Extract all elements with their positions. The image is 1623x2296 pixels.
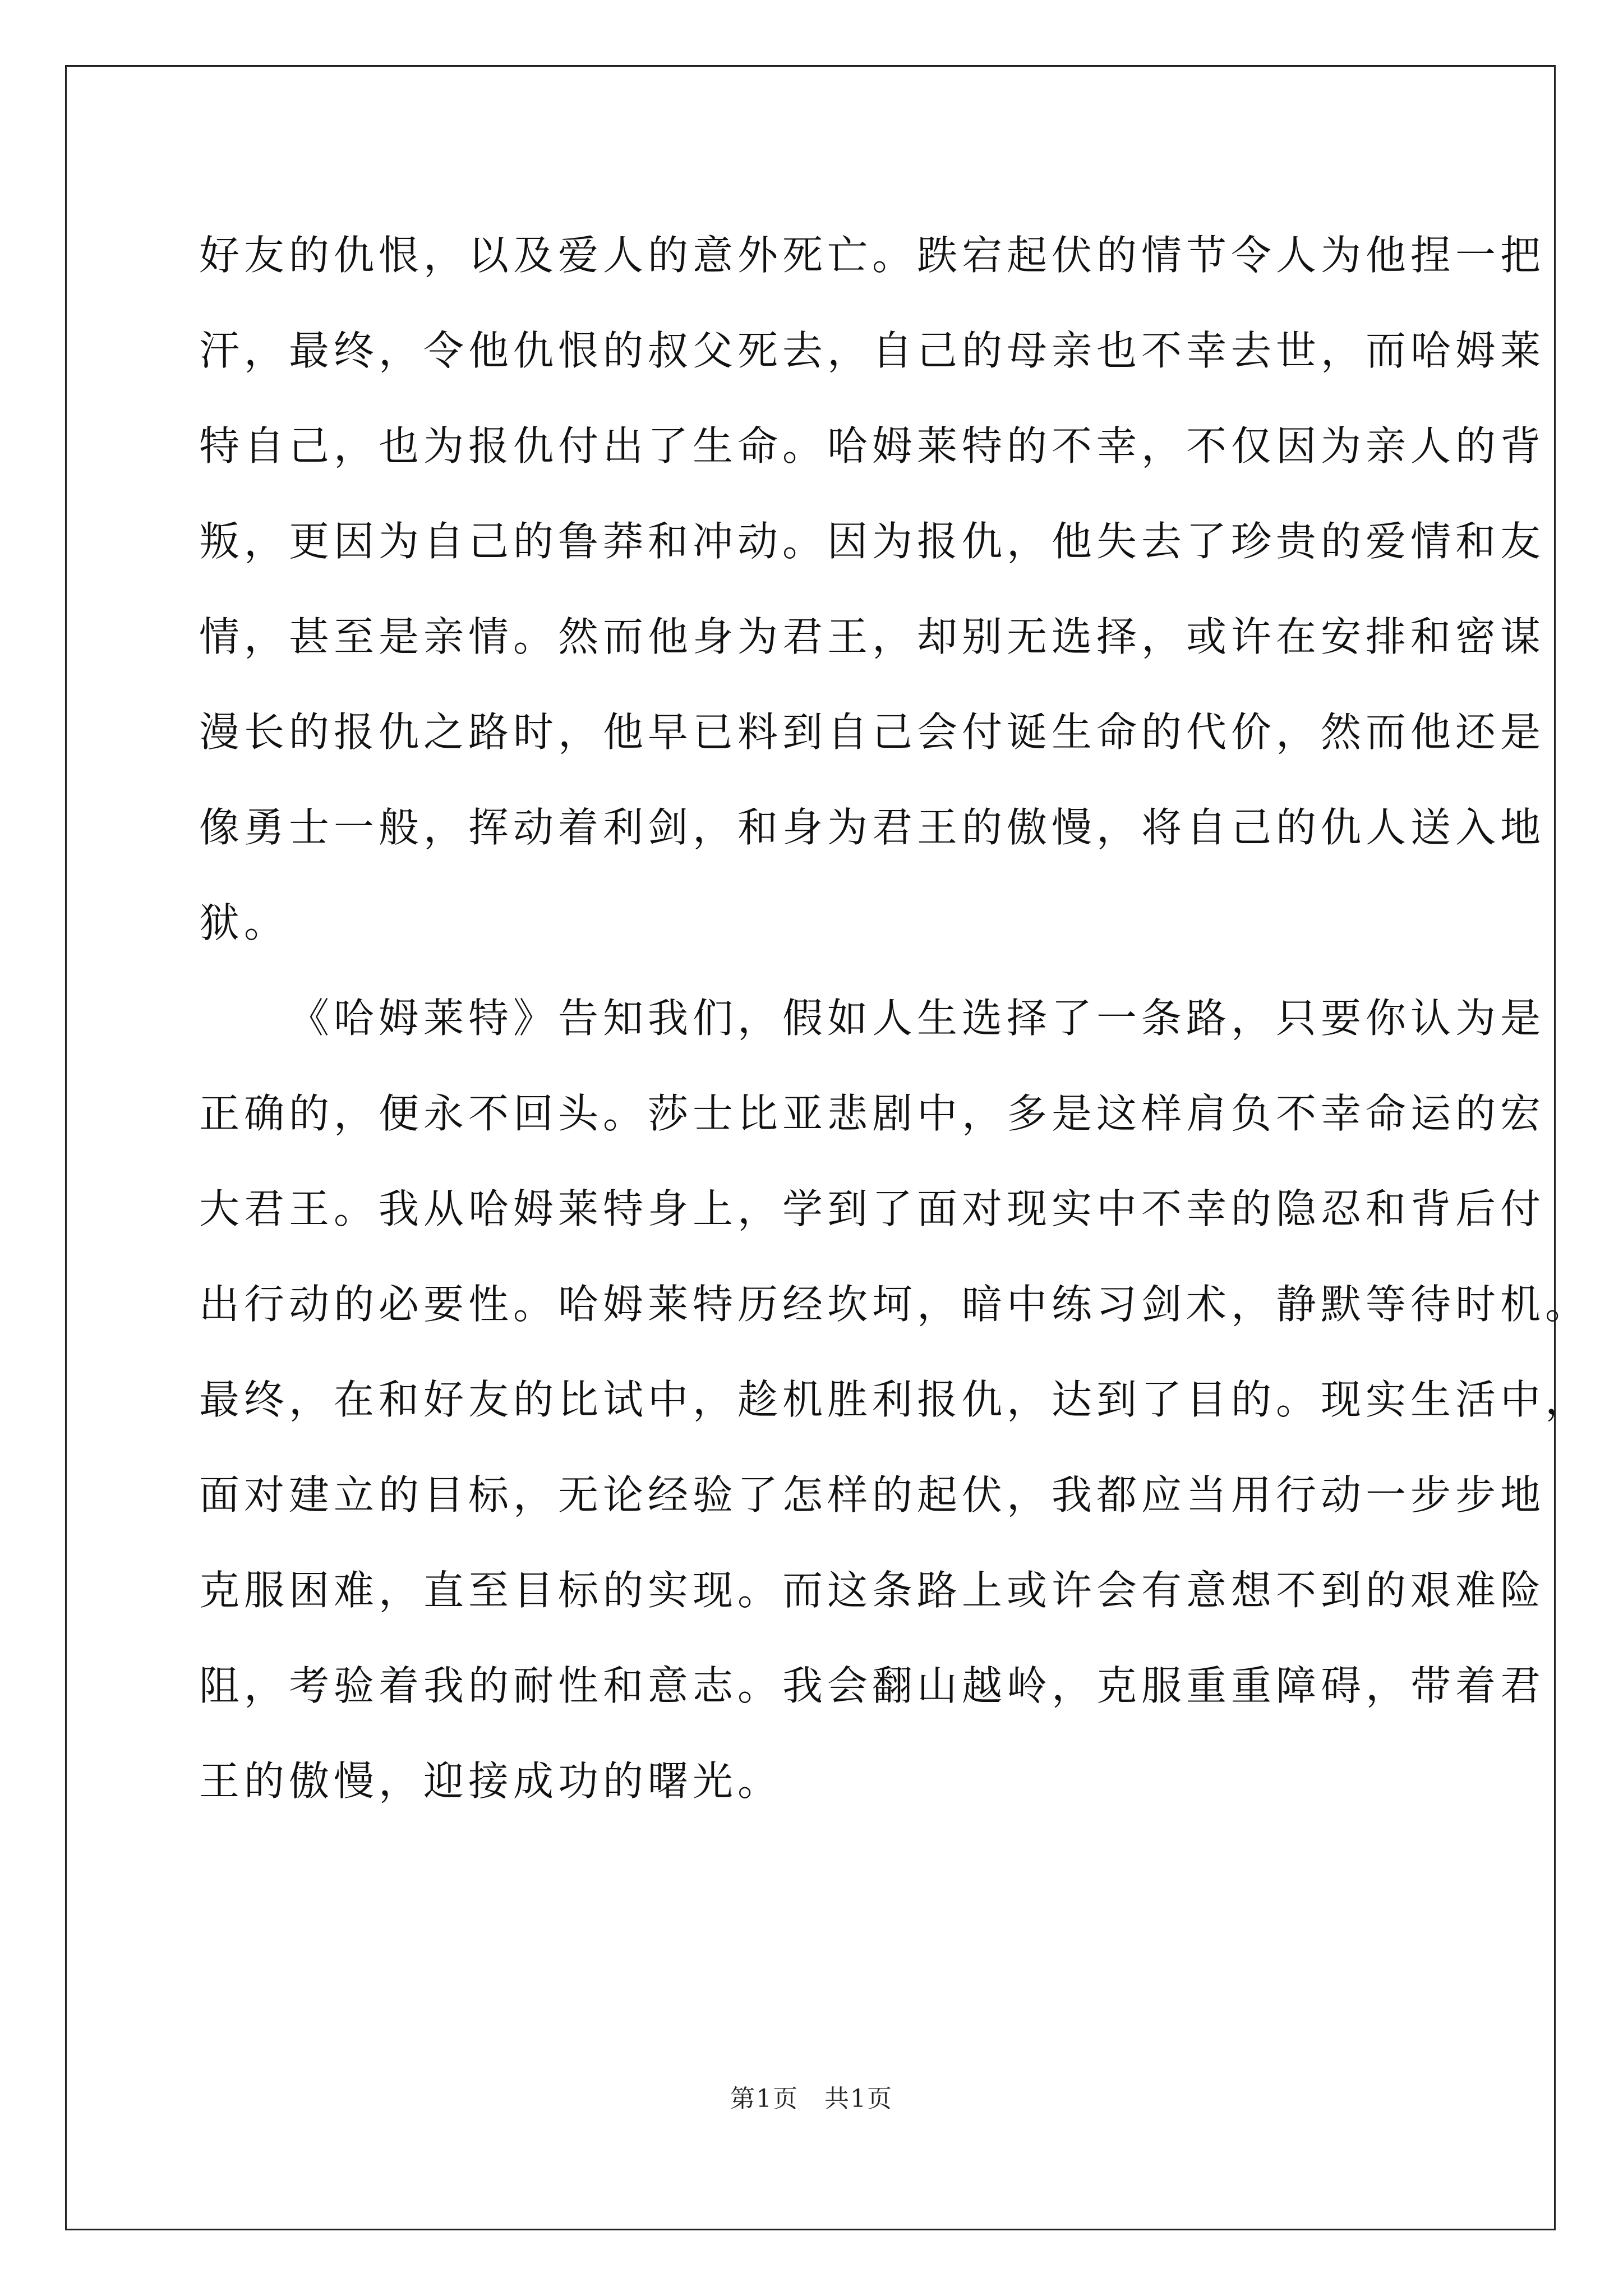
paragraph-1-line-3: 特自己，也为报仇付出了生命。哈姆莱特的不幸，不仅因为亲人的背 — [199, 422, 1546, 470]
paragraph-1-line-4: 叛，更因为自己的鲁莽和冲动。因为报仇，他失去了珍贵的爱情和友 — [199, 518, 1546, 565]
paragraph-2-line-8: 阻，考验着我的耐性和意志。我会翻山越岭，克服重重障碍，带着君 — [199, 1662, 1546, 1709]
paragraph-1-line-2: 汗，最终，令他仇恨的叔父死去，自己的母亲也不幸去世，而哈姆莱 — [199, 327, 1546, 374]
paragraph-2-line-6: 面对建立的目标，无论经验了怎样的起伏，我都应当用行动一步步地 — [199, 1471, 1546, 1519]
paragraph-2-line-1: 《哈姆莱特》告知我们，假如人生选择了一条路，只要你认为是 — [289, 995, 1546, 1042]
paragraph-1-line-1: 好友的仇恨，以及爱人的意外死亡。跌宕起伏的情节令人为他捏一把 — [199, 232, 1546, 279]
page-number-footer: 第1页 共1页 — [730, 2085, 893, 2113]
paragraph-2-line-2: 正确的，便永不回头。莎士比亚悲剧中，多是这样肩负不幸命运的宏 — [199, 1090, 1546, 1137]
paragraph-1-line-7: 像勇士一般，挥动着利剑，和身为君王的傲慢，将自己的仇人送入地 — [199, 804, 1546, 851]
paragraph-1-line-6: 漫长的报仇之路时，他早已料到自己会付诞生命的代价，然而他还是 — [199, 708, 1546, 756]
paragraph-1-line-8: 狱。 — [199, 899, 289, 946]
paragraph-2-line-5: 最终，在和好友的比试中，趁机胜利报仇，达到了目的。现实生活中， — [199, 1376, 1590, 1423]
paragraph-1-line-5: 情，甚至是亲情。然而他身为君王，却别无选择，或许在安排和密谋 — [199, 613, 1546, 660]
paragraph-2-line-4: 出行动的必要性。哈姆莱特历经坎坷，暗中练习剑术，静默等待时机。 — [199, 1281, 1590, 1328]
paragraph-2-line-3: 大君王。我从哈姆莱特身上，学到了面对现实中不幸的隐忍和背后付 — [199, 1185, 1546, 1232]
paragraph-2-line-7: 克服困难，直至目标的实现。而这条路上或许会有意想不到的艰难险 — [199, 1567, 1546, 1614]
paragraph-2-line-9: 王的傲慢，迎接成功的曙光。 — [199, 1757, 783, 1805]
document-body — [199, 208, 1590, 1829]
